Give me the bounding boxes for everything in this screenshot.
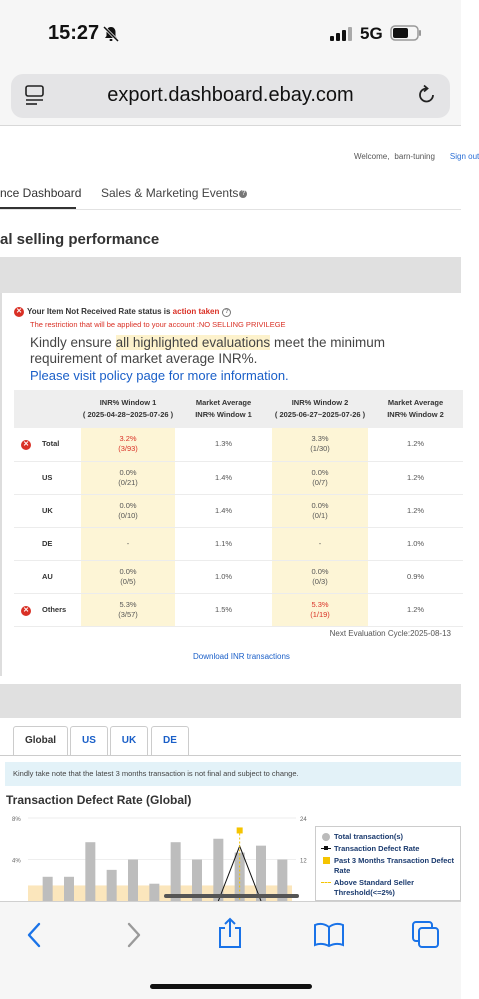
restriction-text: The restriction that will be applied to your account :NO SELLING PRIVILEGE [30,320,286,329]
reload-icon[interactable] [416,84,438,106]
y-left-tick: 8% [12,817,21,823]
y-left-tick: 4% [12,858,21,865]
avg-w2-cell: 1.2% [368,593,463,626]
chart-title: Transaction Defect Rate (Global) [6,793,192,807]
network-label: 5G [360,24,383,43]
tab-uk[interactable]: UK [110,726,148,756]
error-icon: ✕ [21,440,31,450]
sign-out-link[interactable]: Sign out [449,152,479,161]
bar [149,884,159,901]
inr-panel [0,293,461,676]
tab-sales-marketing-events[interactable] [101,186,247,200]
country-cell: ✕ Total [14,428,81,461]
legend-item-defect-rate[interactable]: Transaction Defect Rate [334,844,460,854]
section-title: al selling performance [0,231,160,248]
inr-w1-cell: - [81,527,175,560]
section-band [0,257,461,293]
header-inr-window-2: INR% Window 2 ( 2025-06-27~2025-07-26 ) [272,390,368,428]
tab-de[interactable]: DE [151,726,189,756]
avg-w1-cell: 1.5% [175,593,272,626]
header-inr-window-1: INR% Window 1 ( 2025-04-28~2025-07-26 ) [81,390,175,428]
country-cell: UK [14,494,81,527]
requirement-message [30,335,455,367]
error-icon: ✕ [14,307,24,317]
inr-w2-cell: 0.0% (0/3) [272,560,368,593]
bell-slash-icon [102,25,120,43]
avg-w2-cell: 1.2% [368,461,463,494]
download-inr-link[interactable]: Download INR transactions [193,652,290,661]
table-header-row [14,390,463,428]
bar [43,877,53,901]
inr-w1-cell: 3.2% (3/93) [81,428,175,461]
inr-w1-cell: 0.0% (0/10) [81,494,175,527]
avg-w1-cell: 1.4% [175,461,272,494]
tabs-divider [0,209,461,210]
forward-icon[interactable] [120,920,146,950]
welcome-text: Welcome, [354,152,390,161]
tabs-icon[interactable] [411,920,441,950]
policy-link[interactable]: Please visit policy page for more information. [30,368,289,383]
welcome-bar [354,152,479,161]
header-market-average-1: Market Average INR% Window 1 [175,390,272,428]
status-bar [0,0,461,64]
bar [128,860,138,902]
bar [85,842,95,901]
horizontal-scrollbar[interactable] [164,894,299,898]
tab-global[interactable]: Global [13,726,68,756]
battery-icon [390,25,422,41]
browser-address-area [0,64,461,126]
notice-banner: Kindly take note that the latest 3 months transaction is not final and subject to change. [5,762,461,786]
table-row [14,527,463,560]
chart-legend [315,826,461,901]
inr-w2-cell: - [272,527,368,560]
legend-marker [323,857,330,864]
country-cell: AU [14,560,81,593]
bar [64,877,74,901]
message-highlight: all highlighted evaluations [115,335,271,350]
tabs-divider [0,755,461,756]
inr-w2-cell: 3.3% (1/30) [272,428,368,461]
signal-icon [330,27,352,41]
legend-marker [321,848,331,849]
legend-marker [322,833,330,841]
web-page [0,126,479,901]
section-band [0,684,461,718]
info-icon[interactable]: ? [239,190,247,198]
inr-w2-cell: 0.0% (0/7) [272,461,368,494]
avg-w1-cell: 1.0% [175,560,272,593]
legend-marker [321,882,331,883]
address-bar[interactable] [11,74,450,118]
message-after: meet the minimum requirement of market average INR%. [30,335,385,366]
share-icon[interactable] [216,916,244,950]
avg-w2-cell: 1.2% [368,494,463,527]
username: barn-tuning [394,152,435,161]
inr-table [14,390,463,627]
inr-status-value: action taken [172,307,220,317]
table-row [14,428,463,461]
header-market-average-2: Market Average INR% Window 2 [368,390,463,428]
tab-us[interactable]: US [70,726,108,756]
avg-w2-cell: 1.0% [368,527,463,560]
message-before: Kindly ensure [30,335,116,350]
inr-w2-cell: 0.0% (0/1) [272,494,368,527]
inr-w1-cell: 0.0% (0/5) [81,560,175,593]
table-row [14,494,463,527]
avg-w1-cell: 1.1% [175,527,272,560]
home-indicator [150,984,312,989]
inr-w1-cell: 5.3% (3/57) [81,593,175,626]
help-icon[interactable]: ? [222,308,231,317]
nav-tabs [0,184,461,210]
bar [107,870,117,901]
tab-sales-label: Sales & Marketing Events [101,186,239,200]
table-row [14,593,463,626]
avg-w2-cell: 0.9% [368,560,463,593]
country-cell: DE [14,527,81,560]
legend-item-total[interactable]: Total transaction(s) [334,832,460,842]
legend-item-threshold[interactable]: Above Standard Seller Threshold(<=2%) [334,878,460,898]
past-3-months-marker [237,827,243,833]
bookmarks-icon[interactable] [313,922,345,948]
tab-performance-dashboard[interactable]: nce Dashboard [0,186,82,200]
url-text[interactable]: export.dashboard.ebay.com [107,84,354,106]
inr-w1-cell: 0.0% (0/21) [81,461,175,494]
y-right-tick: 24 [300,817,307,823]
table-row [14,560,463,593]
inr-status-prefix: Your Item Not Received Rate status is [27,307,173,317]
inr-w2-cell: 5.3% (1/19) [272,593,368,626]
avg-w1-cell: 1.3% [175,428,272,461]
avg-w1-cell: 1.4% [175,494,272,527]
header-country [14,390,81,428]
next-evaluation: Next Evaluation Cycle:2025-08-13 [329,629,451,638]
inr-status [14,307,231,317]
country-cell: ✕ Others [14,593,81,626]
legend-item-past-3-months[interactable]: Past 3 Months Transaction Defect Rate [334,856,460,876]
tdr-chart [0,810,315,901]
y-right-tick: 12 [300,858,307,865]
error-icon: ✕ [21,606,31,616]
bar [171,842,181,901]
browser-toolbar [0,901,461,999]
table-row [14,461,463,494]
country-cell: US [14,461,81,494]
status-time: 15:27 [48,22,100,44]
back-icon[interactable] [22,920,48,950]
avg-w2-cell: 1.2% [368,428,463,461]
